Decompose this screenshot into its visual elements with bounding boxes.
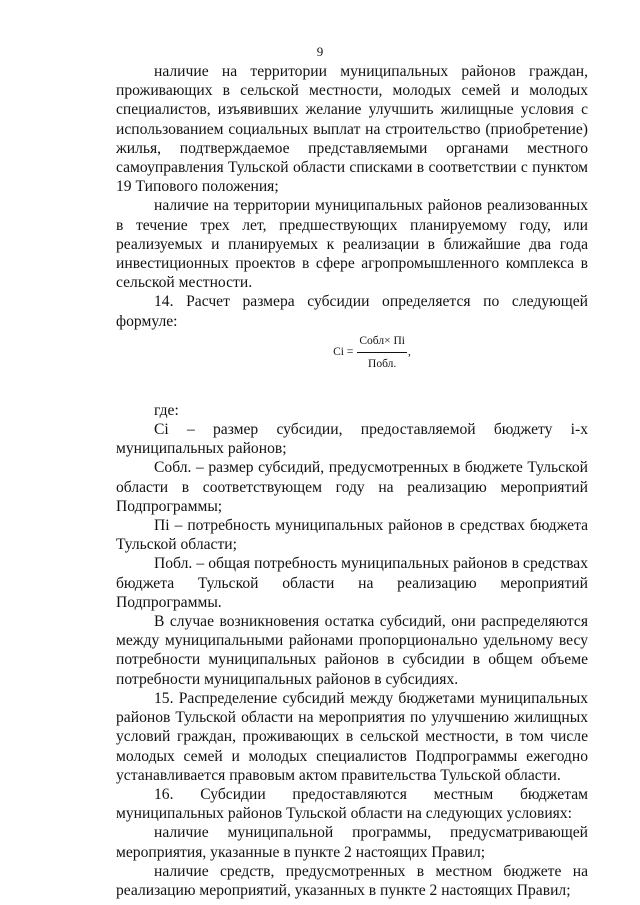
- formula-fraction: [357, 332, 407, 374]
- where-label: где:: [154, 401, 179, 419]
- definition-cobl: Собл. – размер субсидий, предусмотренных в бюджете Тульской области в соответствующем году на реализацию мероприятий Подпрограммы;: [116, 459, 588, 515]
- definition-ci: Ci – размер субсидии, предоставляемой бюджету i-х муниципальных районов;: [116, 421, 588, 458]
- formula-comma: ,: [407, 346, 411, 359]
- formula-numerator: Cобл× Пi: [357, 332, 407, 353]
- document-body: [116, 62, 588, 900]
- page-number: 9: [316, 44, 324, 59]
- paragraph-condition-program: наличие муниципальной программы, предусматривающей мероприятия, указанные в пункте 2 настоящих Правил;: [116, 824, 588, 861]
- subsidy-formula: [116, 333, 588, 373]
- paragraph-clause-16: 16. Субсидии предоставляются местным бюджетам муниципальных районов Тульской области на следующих условиях:: [116, 785, 588, 823]
- definition-pi: Пi – потребность муниципальных районов в средствах бюджета Тульской области;: [116, 517, 588, 554]
- formula-lhs: Ci =: [333, 346, 354, 359]
- paragraph-clause-15: 15. Распределение субсидий между бюджетами муниципальных районов Тульской области на мероприятия по улучшению жилищных условий граждан, проживающих в сельской местности, в том числе молодых семей и молодых специалистов Подпрограммы ежегодно устанавливается правовым актом правительства Тульской области.: [116, 689, 588, 784]
- formula-spacer: [116, 373, 588, 401]
- paragraph-remainder: В случае возникновения остатка субсидий, они распределяются между муниципальными районами пропорционально удельному весу потребности муниципальных районов в субсидии в общем объеме потребности муниципальных районов в субсидиях.: [116, 613, 588, 688]
- paragraph-condition-projects: наличие на территории муниципальных районов реализованных в течение трех лет, предшествующих планируемому году, или реализуемых и планируемых к реализации в ближайшие два года инвестиционных проектов в сфере агропромышленного комплекса в сельской местности.: [116, 197, 588, 292]
- paragraph-condition-funds: наличие средств, предусмотренных в местном бюджете на реализацию мероприятий, указанных в пункте 2 настоящих Правил;: [116, 862, 588, 899]
- paragraph-clause-14: 14. Расчет размера субсидии определяется по следующей формуле:: [116, 293, 588, 330]
- definition-pobl: Побл. – общая потребность муниципальных районов в средствах бюджета Тульской области на реализацию мероприятий Подпрограммы.: [116, 555, 588, 611]
- paragraph-condition-citizens: наличие на территории муниципальных районов граждан, проживающих в сельской местности, молодых семей и молодых специалистов, изъявивших желание улучшить жилищные условия с использованием социальных выплат на строительство (приобретение) жилья, подтверждаемое представляемыми органами местного самоуправления Тульской области списками в соответствии с пунктом 19 Типового положения;: [116, 63, 588, 196]
- formula-denominator: Побл.: [368, 357, 397, 370]
